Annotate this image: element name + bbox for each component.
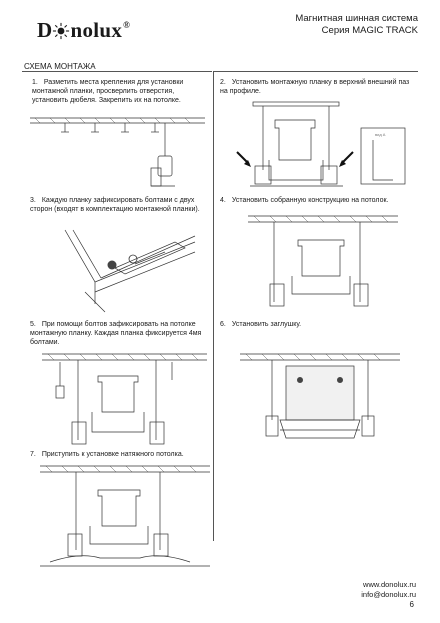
step-text: Разметить места крепления для установки монтажной планки, просверлить отверстия, установить дюбеля. Закрепить их на потолке. bbox=[32, 79, 184, 104]
step-text: Каждую планку зафиксировать болтами с двух сторон (входят в комплектацию монтажной планки). bbox=[30, 197, 200, 213]
header-series-name: Серия MAGIC TRACK bbox=[321, 25, 418, 36]
logo-letter: D bbox=[37, 18, 53, 42]
logo-word: nolux bbox=[70, 18, 123, 42]
figure-step-3 bbox=[55, 222, 205, 312]
step-number: 5. bbox=[30, 321, 36, 328]
header-system-name: Магнитная шинная система bbox=[295, 13, 418, 24]
figure-step-1 bbox=[25, 108, 210, 198]
step-number: 4. bbox=[220, 197, 226, 204]
figure-step-2 bbox=[225, 100, 415, 192]
svg-text:вид А: вид А bbox=[375, 132, 386, 137]
step-4 bbox=[220, 196, 416, 205]
sun-icon bbox=[52, 22, 70, 40]
step-text: Установить собранную конструкцию на потолок. bbox=[231, 197, 389, 204]
figure-step-7 bbox=[40, 462, 210, 577]
step-text: Приступить к установке натяжного потолка. bbox=[41, 451, 184, 458]
step-7 bbox=[30, 450, 215, 459]
figure-step-4 bbox=[248, 206, 398, 316]
figure-step-5 bbox=[42, 350, 207, 450]
divider-right bbox=[214, 71, 418, 72]
step-2 bbox=[220, 78, 416, 96]
divider-left bbox=[22, 71, 212, 72]
step-number: 2. bbox=[220, 79, 226, 86]
step-3 bbox=[30, 196, 210, 214]
step-6 bbox=[220, 320, 416, 329]
footer-website[interactable]: www.donolux.ru bbox=[363, 580, 416, 589]
step-text: Установить заглушку. bbox=[231, 321, 302, 328]
step-text: При помощи болтов зафиксировать на потолке монтажную планку. Каждая планка фиксируется 4мя болтами. bbox=[30, 321, 202, 346]
step-5 bbox=[30, 320, 210, 347]
step-number: 1. bbox=[32, 79, 38, 86]
step-number: 6. bbox=[220, 321, 226, 328]
step-number: 3. bbox=[30, 197, 36, 204]
registered-mark: ® bbox=[123, 20, 131, 30]
step-text: Установить монтажную планку в верхний внешний паз на профиле. bbox=[220, 79, 410, 95]
column-divider bbox=[213, 71, 214, 541]
figure-step-6 bbox=[240, 350, 400, 450]
page-number: 6 bbox=[409, 600, 414, 609]
section-title: СХЕМА МОНТАЖА bbox=[24, 62, 96, 71]
step-1 bbox=[32, 78, 210, 105]
footer-email[interactable]: info@donolux.ru bbox=[361, 590, 416, 599]
brand-logo bbox=[37, 18, 130, 43]
step-number: 7. bbox=[30, 451, 36, 458]
